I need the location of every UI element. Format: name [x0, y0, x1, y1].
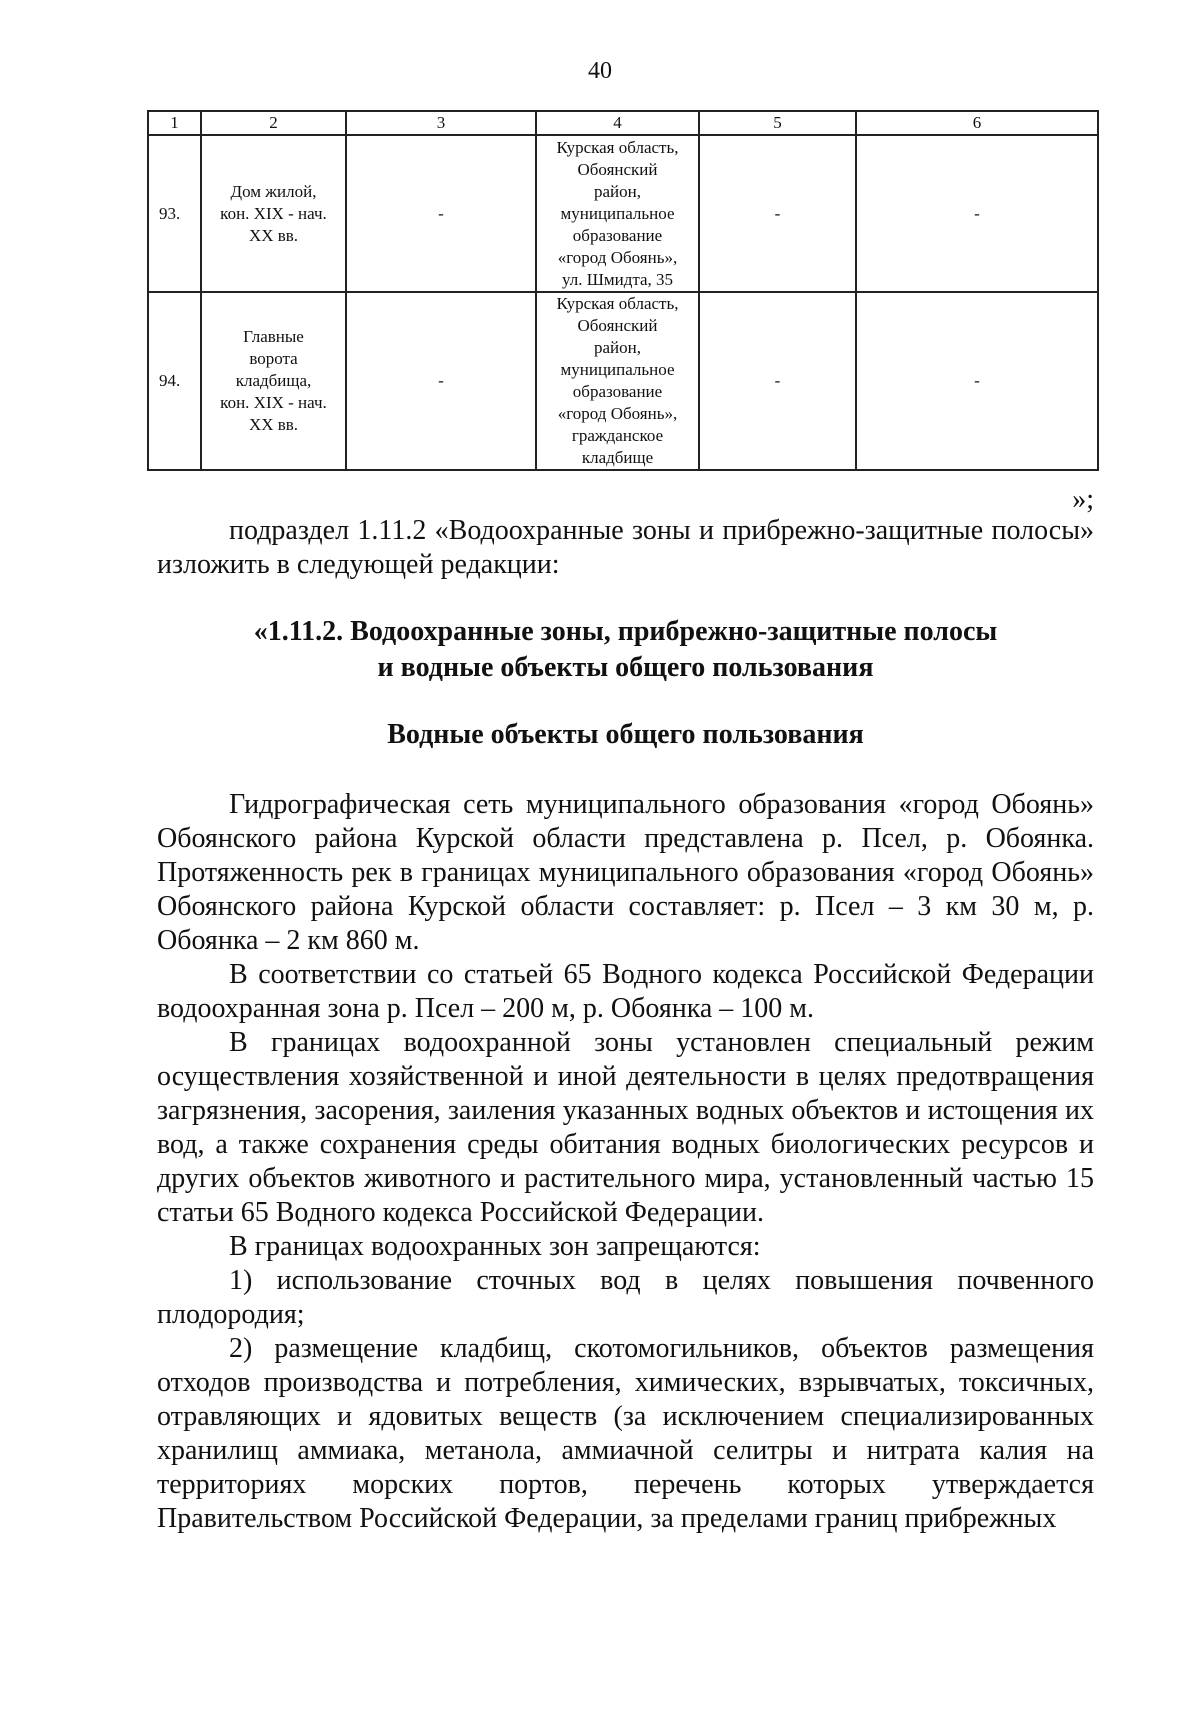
object-name-line: Дом жилой, — [230, 181, 317, 201]
section-title-line: «1.11.2. Водоохранные зоны, прибрежно-защитные полосы — [253, 616, 998, 647]
object-name-line: ворота — [249, 349, 298, 368]
paragraph: 1) использование сточных вод в целях повышения почвенного плодородия; — [157, 1265, 1094, 1330]
row-number: 93. — [148, 135, 201, 292]
address-line: образование — [572, 382, 663, 401]
address-line: «город Обоянь», — [557, 404, 678, 423]
row-number: 94. — [148, 292, 201, 470]
object-name-line: XX вв. — [248, 225, 299, 245]
address-line: район, — [594, 181, 641, 201]
object-name-cell — [201, 135, 346, 292]
address-line: муниципальное — [560, 203, 675, 223]
object-name-line: кон. XIX - нач. — [220, 393, 327, 412]
column-header: 6 — [856, 111, 1098, 135]
column-5-cell: - — [699, 135, 856, 292]
object-name-cell — [201, 292, 346, 470]
address-line: Обоянский — [577, 159, 658, 179]
column-header: 1 — [148, 111, 201, 135]
object-name-line: XX вв. — [248, 415, 299, 434]
closing-quote: »; — [1072, 484, 1094, 515]
address-line: Курская область, — [556, 294, 679, 313]
address-line: ул. Шмидта, 35 — [561, 269, 674, 289]
subheading: Водные объекты общего пользования — [387, 719, 864, 750]
page-number: 40 — [588, 58, 612, 84]
address-cell — [536, 135, 699, 292]
table-header-row — [148, 111, 1098, 135]
address-line: гражданское — [571, 426, 664, 445]
section-title — [157, 614, 1094, 686]
address-cell — [536, 292, 699, 470]
object-name-line: кон. XIX - нач. — [220, 203, 327, 223]
column-6-cell: - — [856, 292, 1098, 470]
table-row — [148, 135, 1098, 292]
column-header: 3 — [346, 111, 536, 135]
object-name-line: кладбища, — [235, 371, 312, 390]
address-line: «город Обоянь», — [557, 247, 678, 267]
body-text — [157, 788, 1094, 1536]
table-row — [148, 292, 1098, 470]
address-line: образование — [572, 225, 663, 245]
column-header: 2 — [201, 111, 346, 135]
address-line: Курская область, — [556, 137, 679, 157]
column-3-cell: - — [346, 292, 536, 470]
address-line: муниципальное — [560, 360, 675, 379]
column-6-cell: - — [856, 135, 1098, 292]
heritage-objects-table — [147, 110, 1099, 471]
section-title-line: и водные объекты общего пользования — [377, 652, 874, 683]
paragraph: В границах водоохранных зон запрещаются: — [229, 1231, 761, 1262]
column-3-cell: - — [346, 135, 536, 292]
object-name-line: Главные — [243, 327, 304, 346]
address-line: кладбище — [581, 448, 654, 467]
paragraph: В соответствии со статьей 65 Водного кодекса Российской Федерации водоохранная зона р. Псел – 200 м, р. Обоянка – 100 м. — [157, 959, 1094, 1024]
paragraph: Гидрографическая сеть муниципального образования «город Обоянь» Обоянского района Курской области представлена р. Псел, р. Обоянка. Протяженность рек в границах муниципального образования «город Обоянь» Обоянского района Курской области составляет: р. Псел – 3 км 30 м, р. Обоянка – 2 км 860 м. — [157, 789, 1094, 956]
intro-paragraph: подраздел 1.11.2 «Водоохранные зоны и прибрежно-защитные полосы» изложить в следующей редакции: — [157, 515, 1094, 580]
paragraph: В границах водоохранной зоны установлен специальный режим осуществления хозяйственной и иной деятельности в целях предотвращения загрязнения, засорения, заиления указанных водных объектов и истощения их вод, а также сохранения среды обитания водных биологических ресурсов и других объектов животного и растительного мира, установленный частью 15 статьи 65 Водного кодекса Российской Федерации. — [157, 1027, 1094, 1228]
address-line: район, — [594, 338, 641, 357]
column-header: 5 — [699, 111, 856, 135]
column-5-cell: - — [699, 292, 856, 470]
paragraph: 2) размещение кладбищ, скотомогильников, объектов размещения отходов производства и потребления, химических, взрывчатых, токсичных, отравляющих и ядовитых веществ (за исключением специализированных хранилищ аммиака, метанола, аммиачной селитры и нитрата калия на территориях морских портов, перечень которых утверждается Правительством Российской Федерации, за пределами границ прибрежных — [157, 1333, 1094, 1534]
column-header: 4 — [536, 111, 699, 135]
address-line: Обоянский — [577, 316, 658, 335]
